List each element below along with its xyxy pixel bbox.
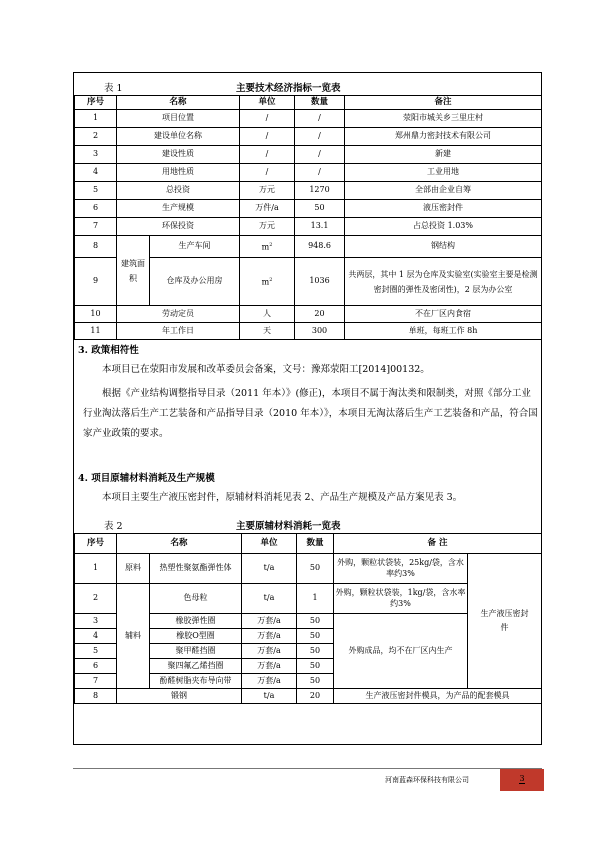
table-cell: 万件/a: [240, 200, 295, 218]
table-cell: 9: [75, 258, 117, 306]
table-cell: 20: [295, 306, 345, 323]
table-cell: 2: [75, 584, 117, 614]
table2-header-cell: 单位: [242, 534, 297, 554]
table-cell: t/a: [242, 584, 297, 614]
table-cell: 钢结构: [345, 236, 542, 258]
table-cell: 总投资: [117, 182, 240, 200]
table-cell: 20: [297, 689, 334, 704]
table-cell: 生产液压密封件模具，为产品的配套模具: [334, 689, 542, 704]
table-cell: 用地性质: [117, 164, 240, 182]
table-cell: 建设单位名称: [117, 128, 240, 146]
table-cell: 郑州鼎力密封技术有限公司: [345, 128, 542, 146]
building-area-cell: 建筑面积: [117, 236, 150, 306]
table1-header-row: [75, 96, 542, 110]
table-cell: /: [240, 110, 295, 128]
section3-heading: 3. 政策相符性: [78, 345, 139, 356]
table-cell: 单班，每班工作 8h: [345, 323, 542, 340]
table1-header-cell: 备注: [345, 96, 542, 110]
table-cell: 劳动定员: [117, 306, 240, 323]
table1: [74, 95, 542, 340]
table2-label: 表 2: [104, 521, 123, 532]
table-cell: 荥阳市城关乡三里庄村: [345, 110, 542, 128]
table-cell: 7: [75, 674, 117, 689]
merged-note-cell: 外购成品，均不在厂区内生产: [334, 614, 468, 689]
table-row: [75, 554, 542, 584]
unit-text: m: [261, 277, 270, 287]
page-number-badge: [500, 769, 544, 791]
table-row: [75, 218, 542, 236]
table-cell: 生产车间: [150, 236, 240, 258]
table-cell: 万元: [240, 218, 295, 236]
table1-header-cell: 名称: [117, 96, 240, 110]
table-cell: 万套/a: [242, 644, 297, 659]
table-row: [75, 200, 542, 218]
table-cell: 生产规模: [117, 200, 240, 218]
table-cell: 4: [75, 164, 117, 182]
table-cell: 50: [297, 629, 334, 644]
table-cell: 液压密封件: [345, 200, 542, 218]
table-row: [75, 146, 542, 164]
table-cell: [240, 236, 295, 258]
table1-header-cell: 数量: [295, 96, 345, 110]
table-cell: 6: [75, 659, 117, 674]
table-cell: /: [295, 110, 345, 128]
table-cell: /: [295, 146, 345, 164]
table-cell: 万元: [240, 182, 295, 200]
table-cell: 50: [295, 200, 345, 218]
table-cell: 外购，颗粒状袋装，1kg/袋，含水率约3%: [334, 584, 468, 614]
table-cell: 1270: [295, 182, 345, 200]
table-cell: 万套/a: [242, 659, 297, 674]
table1-title: 主要技术经济指标一览表: [236, 83, 341, 94]
table-cell: 橡胶O型圈: [150, 629, 242, 644]
table2-header-cell: 名称: [117, 534, 242, 554]
table-cell: 8: [75, 689, 117, 704]
table-cell: 50: [297, 674, 334, 689]
table1-header-cell: 单位: [240, 96, 295, 110]
table-cell: 11: [75, 323, 117, 340]
table-cell: 5: [75, 644, 117, 659]
table-row: [75, 306, 542, 323]
table-row: [75, 110, 542, 128]
product-cell: 生产液压密封件: [468, 554, 542, 689]
table-cell: 环保投资: [117, 218, 240, 236]
table-cell: 年工作日: [117, 323, 240, 340]
table-cell: 3: [75, 146, 117, 164]
section3-paragraph-1: 本项目已在荥阳市发展和改革委员会备案，文号：豫郑荥阳工[2014]00132。: [102, 364, 430, 375]
table-cell: 5: [75, 182, 117, 200]
table-cell: 1: [297, 584, 334, 614]
section3-paragraph-2: 根据《产业结构调整指导目录（2011 年本）》(修正)，本项目不属于淘汰类和限制类，对照《部分工业行业淘汰落后生产工艺装备和产品指导目录（2010 年本）》，本项目无淘汰落后生产工艺装备和产品，符合国家产业政策的要求。: [83, 388, 538, 439]
table-cell: /: [295, 164, 345, 182]
table2-header-row: [75, 534, 542, 554]
raw-material-category: 原料: [117, 554, 150, 584]
table-cell: 万套/a: [242, 674, 297, 689]
page-number: 3: [519, 774, 525, 783]
table-cell: /: [240, 146, 295, 164]
table1-header-cell: 序号: [75, 96, 117, 110]
unit-text: m: [261, 242, 270, 252]
table-cell: 仓库及办公用房: [150, 258, 240, 306]
table2-header-cell: 序号: [75, 534, 117, 554]
table-cell: 1: [75, 554, 117, 584]
section4-paragraph-1: 本项目主要生产液压密封件，原辅材料消耗见表 2、产品生产规模及产品方案见表 3。: [102, 492, 463, 503]
auxiliary-material-category: 辅料: [117, 584, 150, 689]
footer-company: 河南蓝森环保科技有限公司: [385, 776, 469, 784]
table-row: [75, 323, 542, 340]
table-cell: 项目位置: [117, 110, 240, 128]
table2-header-cell: 数量: [297, 534, 334, 554]
table-cell: 外购，颗粒状袋装，25kg/袋，含水率约3%: [334, 554, 468, 584]
section4-heading: 4. 项目原辅材料消耗及生产规模: [78, 473, 215, 484]
table-cell: 1036: [295, 258, 345, 306]
table-cell: 共两层，其中 1 层为仓库及实验室(实验室主要是检测密封圈的弹性及密闭性)，2 层为办公室: [345, 258, 542, 306]
table-cell: 7: [75, 218, 117, 236]
table-cell: t/a: [242, 689, 297, 704]
table-cell: 万套/a: [242, 614, 297, 629]
table-cell: 8: [75, 236, 117, 258]
table-row: [75, 164, 542, 182]
table-cell: 50: [297, 659, 334, 674]
table-cell: 2: [75, 128, 117, 146]
table2-title: 主要原辅材料消耗一览表: [236, 521, 341, 532]
table-cell: 50: [297, 554, 334, 584]
table-row: [75, 236, 542, 258]
table-row: [75, 128, 542, 146]
table-cell: 新建: [345, 146, 542, 164]
table-cell: /: [240, 164, 295, 182]
table-cell: 不在厂区内食宿: [345, 306, 542, 323]
table-cell: 948.6: [295, 236, 345, 258]
table-cell: 300: [295, 323, 345, 340]
table-cell: 色母粒: [150, 584, 242, 614]
table-cell: 建设性质: [117, 146, 240, 164]
table-cell: [240, 258, 295, 306]
table-cell: 聚甲醛挡圈: [150, 644, 242, 659]
table-cell: 工业用地: [345, 164, 542, 182]
table2-header-cell: 备 注: [334, 534, 542, 554]
unit-superscript: 2: [269, 241, 273, 248]
table-cell: 聚四氟乙烯挡圈: [150, 659, 242, 674]
table-cell: 4: [75, 629, 117, 644]
table-cell: 万套/a: [242, 629, 297, 644]
table-cell: 人: [240, 306, 295, 323]
table-cell: /: [240, 128, 295, 146]
table-cell: 天: [240, 323, 295, 340]
table2: [74, 533, 542, 704]
table-cell: 热塑性聚氨酯弹性体: [150, 554, 242, 584]
table-cell: 1: [75, 110, 117, 128]
footer-divider: [73, 768, 542, 769]
table-cell: 3: [75, 614, 117, 629]
table-cell: 全部由企业自筹: [345, 182, 542, 200]
table-cell: t/a: [242, 554, 297, 584]
table-cell: 10: [75, 306, 117, 323]
table-cell: 锻钢: [117, 689, 242, 704]
table-cell: 占总投资 1.03%: [345, 218, 542, 236]
table-cell: 13.1: [295, 218, 345, 236]
table-cell: 橡胶弹性圈: [150, 614, 242, 629]
table-row: [75, 689, 542, 704]
table-cell: 50: [297, 614, 334, 629]
table-row: [75, 182, 542, 200]
table-cell: 50: [297, 644, 334, 659]
table-cell: 酚醛树脂夹布导向带: [150, 674, 242, 689]
table1-label: 表 1: [104, 83, 123, 94]
unit-superscript: 2: [269, 276, 273, 283]
table-cell: 6: [75, 200, 117, 218]
table-cell: /: [295, 128, 345, 146]
